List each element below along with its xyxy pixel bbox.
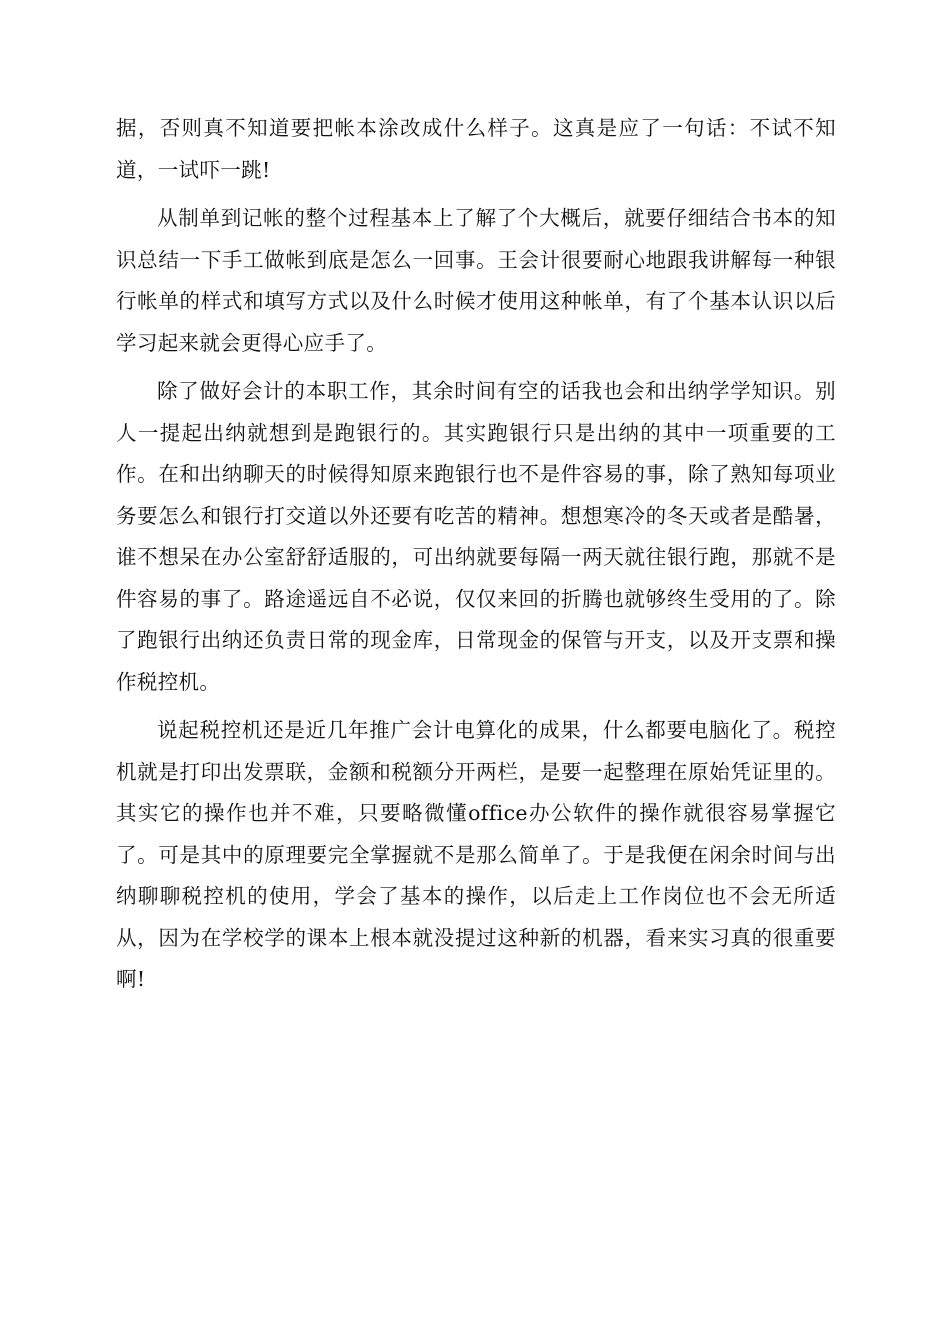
document-body	[116, 108, 836, 1001]
paragraph-3: 除了做好会计的本职工作，其余时间有空的话我也会和出纳学学知识。别人一提起出纳就想到是跑银行的。其实跑银行只是出纳的其中一项重要的工作。在和出纳聊天的时候得知原来跑银行也不是件容易的事，除了熟知每项业务要怎么和银行打交道以外还要有吃苦的精神。想想寒冷的冬天或者是酷暑，谁不想呆在办公室舒舒适服的，可出纳就要每隔一两天就往银行跑，那就不是件容易的事了。路途遥远自不必说，仅仅来回的折腾也就够终生受用的了。除了跑银行出纳还负责日常的现金库，日常现金的保管与开支，以及开支票和操作税控机。	[116, 379, 836, 694]
paragraph-1: 据，否则真不知道要把帐本涂改成什么样子。这真是应了一句话：不试不知道，一试吓一跳!	[116, 116, 836, 182]
paragraph-2: 从制单到记帐的整个过程基本上了解了个大概后，就要仔细结合书本的知识总结一下手工做帐到底是怎么一回事。王会计很要耐心地跟我讲解每一种银行帐单的样式和填写方式以及什么时候才使用这种帐单，有了个基本认识以后学习起来就会更得心应手了。	[116, 206, 836, 355]
paragraph-4: 说起税控机还是近几年推广会计电算化的成果，什么都要电脑化了。税控机就是打印出发票联，金额和税额分开两栏，是要一起整理在原始凭证里的。其实它的操作也并不难，只要略微懂office办公软件的操作就很容易掌握它了。可是其中的原理要完全掌握就不是那么简单了。于是我便在闲余时间与出纳聊聊税控机的使用，学会了基本的操作，以后走上工作岗位也不会无所适从，因为在学校学的课本上根本就没提过这种新的机器，看来实习真的很重要啊!	[116, 718, 836, 991]
